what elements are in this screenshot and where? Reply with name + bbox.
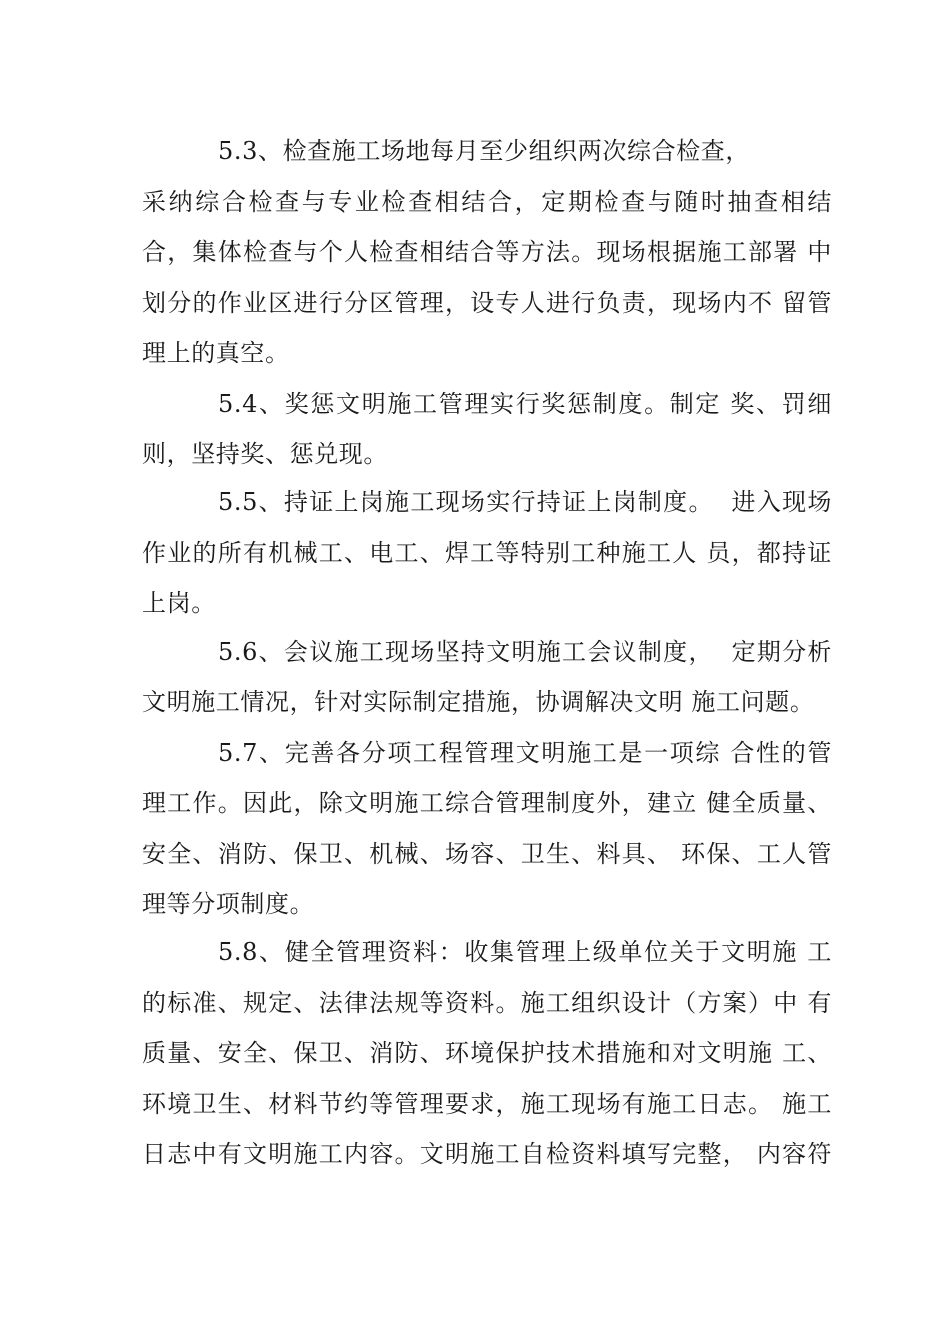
section-5-8-heading-line: 5.8、健全管理资料：收集管理上级单位关于文明施 工 xyxy=(218,938,832,966)
body-text-line: 作业的所有机械工、电工、焊工等特别工种施工人 员，都持证 xyxy=(142,539,832,567)
section-5-3-heading-line: 5.3、检查施工场地每月至少组织两次综合检查， xyxy=(218,137,750,165)
body-text-line: 合，集体检查与个人检查相结合等方法。现场根据施工部署 中 xyxy=(142,238,832,266)
body-text-line: 日志中有文明施工内容。文明施工自检资料填写完整， 内容符 xyxy=(142,1140,832,1168)
body-text-line: 质量、安全、保卫、消防、环境保护技术措施和对文明施 工、 xyxy=(142,1039,832,1067)
body-text-line: 采纳综合检查与专业检查相结合，定期检查与随时抽查相结 xyxy=(142,188,832,216)
body-text-line: 理等分项制度。 xyxy=(142,890,315,918)
body-text-line: 划分的作业区进行分区管理，设专人进行负责，现场内不 留管 xyxy=(142,289,832,317)
section-5-6-heading-line: 5.6、会议施工现场坚持文明施工会议制度， 定期分析 xyxy=(218,638,832,666)
body-text-line: 上岗。 xyxy=(142,589,216,617)
body-text-line: 环境卫生、材料节约等管理要求，施工现场有施工日志。 施工 xyxy=(142,1090,832,1118)
section-5-7-heading-line: 5.7、完善各分项工程管理文明施工是一项综 合性的管 xyxy=(218,739,832,767)
body-text-line: 理工作。因此，除文明施工综合管理制度外，建立 健全质量、 xyxy=(142,789,832,817)
body-text-line: 的标准、规定、法律法规等资料。施工组织设计（方案）中 有 xyxy=(142,989,832,1017)
section-5-4-heading-line: 5.4、奖惩文明施工管理实行奖惩制度。制定 奖、罚细 xyxy=(218,390,832,418)
section-5-5-heading-line: 5.5、持证上岗施工现场实行持证上岗制度。 进入现场 xyxy=(218,488,832,516)
body-text-line: 则，坚持奖、惩兑现。 xyxy=(142,440,388,468)
body-text-line: 安全、消防、保卫、机械、场容、卫生、料具、 环保、工人管 xyxy=(142,840,832,868)
body-text-line: 文明施工情况，针对实际制定措施，协调解决文明 施工问题。 xyxy=(142,688,815,716)
body-text-line: 理上的真空。 xyxy=(142,339,290,367)
